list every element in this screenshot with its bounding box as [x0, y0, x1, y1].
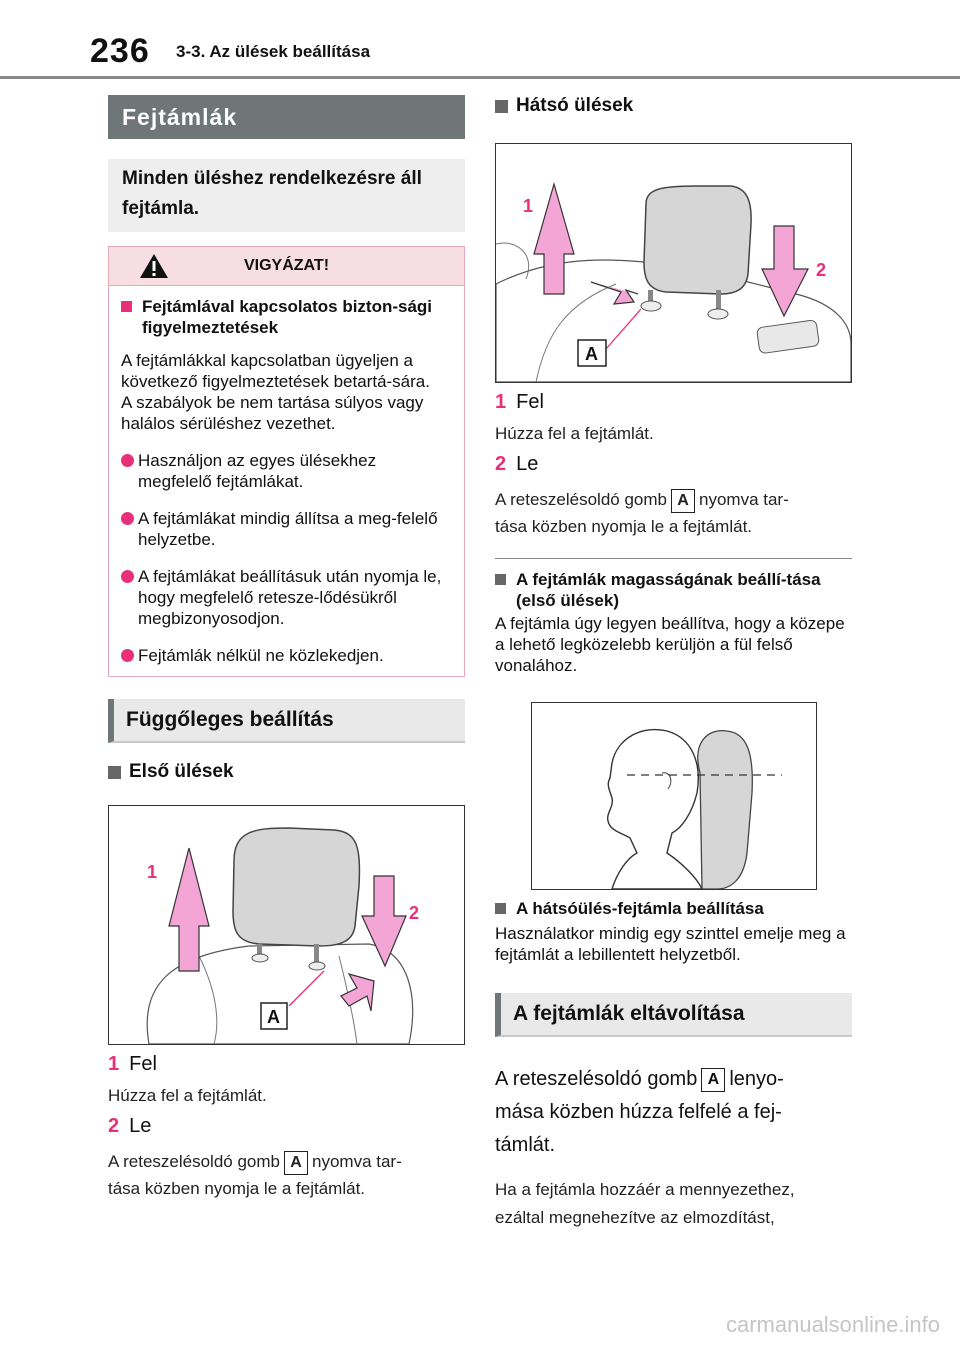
- step-2-text-line2: tása közben nyomja le a fejtámlát.: [495, 517, 753, 536]
- step-label: Fel: [516, 391, 544, 413]
- removal-note: [495, 1176, 852, 1232]
- step-2-text: [108, 1148, 465, 1202]
- divider: [495, 558, 852, 559]
- front-seats-heading: [108, 761, 465, 783]
- step-label: Fel: [129, 1053, 157, 1075]
- warning-heading: [109, 247, 464, 286]
- removal-text-post: lenyo-: [729, 1068, 784, 1090]
- warning-text-1: A fejtámlákkal kapcsolatban ügyeljen a következő figyelmeztetések betartá-sára.: [121, 351, 430, 391]
- rear-adj-heading-text: A hátsóülés-fejtámla beállítása: [516, 899, 764, 918]
- page-number: 236: [90, 32, 150, 70]
- height-heading-text: A fejtámlák magasságának beállí-tása (első ülések): [516, 570, 821, 610]
- square-bullet-icon: [108, 766, 121, 779]
- square-bullet-icon: [121, 301, 132, 312]
- fig-label-2: 2: [409, 903, 420, 923]
- rear-seats-heading: [495, 95, 852, 117]
- warning-box: [108, 246, 465, 677]
- step-2-text-pre: A reteszelésoldó gomb: [108, 1152, 280, 1171]
- head-position-illustration: [532, 703, 816, 889]
- dot-bullet-icon: [121, 512, 134, 525]
- step-number: 1: [108, 1053, 120, 1075]
- step-number: 2: [108, 1115, 120, 1137]
- height-heading: [495, 569, 852, 611]
- front-headrest-illustration: [109, 806, 464, 1044]
- fig-label-1: 1: [523, 196, 534, 216]
- step-2-text-line2: tása közben nyomja le a fejtámlát.: [108, 1179, 366, 1198]
- step-2-text-pre: A reteszelésoldó gomb: [495, 490, 667, 509]
- warning-bullet-text: A fejtámlákat mindig állítsa a meg-felelő helyzetbe.: [138, 509, 438, 549]
- step-2: [108, 1115, 465, 1138]
- right-column: [495, 95, 852, 1232]
- dot-bullet-icon: [121, 649, 134, 662]
- removal-text-pre: A reteszelésoldó gomb: [495, 1068, 698, 1090]
- warning-subheading: [121, 296, 450, 338]
- step-2-text-post: nyomva tar-: [699, 490, 789, 509]
- step-1-text: Húzza fel a fejtámlát.: [108, 1086, 267, 1105]
- height-text: A fejtámla úgy legyen beállítva, hogy a közepe a lehető legközelebb kerüljön a fül felső vonalához.: [495, 614, 845, 675]
- square-bullet-icon: [495, 574, 506, 585]
- fig-label-2: 2: [816, 260, 827, 280]
- step-1-text: Húzza fel a fejtámlát.: [495, 424, 654, 443]
- removal-text: [495, 1063, 852, 1162]
- rear-seats-text: Hátsó ülések: [516, 95, 634, 116]
- header-rule: [0, 76, 960, 79]
- step-number: 1: [495, 391, 507, 413]
- rear-headrest-figure: [495, 143, 852, 383]
- section-header: 3-3. Az ülések beállítása: [176, 42, 371, 61]
- dot-bullet-icon: [121, 454, 134, 467]
- removal-text-line3: támlát.: [495, 1134, 556, 1156]
- step-2-text: [495, 486, 852, 540]
- square-bullet-icon: [495, 100, 508, 113]
- warning-bullet: [121, 450, 450, 492]
- left-column: [108, 95, 465, 1202]
- removal-note-line2: ezáltal megnehezítve az elmozdítást,: [495, 1208, 775, 1227]
- warning-heading-text: VIGYÁZAT!: [243, 257, 330, 274]
- step-1: [108, 1053, 465, 1076]
- fig-label-a: A: [585, 344, 598, 364]
- warning-bullet: [121, 508, 450, 550]
- section-title-removal: A fejtámlák eltávolítása: [495, 993, 852, 1037]
- rear-adj-heading: [495, 898, 852, 919]
- step-1: [495, 391, 852, 414]
- button-a-label: A: [284, 1151, 308, 1175]
- footer-watermark: carmanualsonline.info: [725, 1312, 940, 1337]
- warning-bullet-text: A fejtámlákat beállításuk után nyomja le, hogy megfelelő retesze-lődésükről megbizonyosodjon.: [138, 567, 442, 628]
- section-title-vertical: Függőleges beállítás: [108, 699, 465, 743]
- rear-adj-text: Használatkor mindig egy szinttel emelje meg a fejtámlát a lebillentett helyzetből.: [495, 924, 846, 964]
- step-2: [495, 453, 852, 476]
- button-a-label: A: [671, 489, 695, 513]
- dot-bullet-icon: [121, 570, 134, 583]
- warning-subheading-text: Fejtámlával kapcsolatos bizton-sági figyelmeztetések: [142, 297, 433, 337]
- warning-bullet-text: Használjon az egyes ülésekhez megfelelő fejtámlákat.: [138, 451, 377, 491]
- warning-triangle-icon: [139, 253, 169, 279]
- fig-label-a: A: [267, 1007, 280, 1027]
- warning-text-2: A szabályok be nem tartása súlyos vagy halálos sérüléshez vezethet.: [121, 393, 424, 433]
- step-label: Le: [129, 1115, 152, 1137]
- warning-bullet-text: Fejtámlák nélkül ne közlekedjen.: [138, 646, 384, 665]
- rear-headrest-illustration: [496, 144, 851, 382]
- warning-bullet: [121, 645, 450, 666]
- head-position-figure: [531, 702, 817, 890]
- front-headrest-figure: [108, 805, 465, 1045]
- step-number: 2: [495, 453, 507, 475]
- square-bullet-icon: [495, 903, 506, 914]
- step-label: Le: [516, 453, 539, 475]
- warning-body: [109, 286, 464, 676]
- front-seats-text: Első ülések: [129, 761, 234, 782]
- warning-bullet: [121, 566, 450, 629]
- removal-text-line2: mása közben húzza felfelé a fej-: [495, 1101, 782, 1123]
- intro-text: Minden üléshez rendelkezésre áll fejtámla.: [108, 159, 465, 232]
- removal-note-line1: Ha a fejtámla hozzáér a mennyezethez,: [495, 1180, 795, 1199]
- fig-label-1: 1: [147, 862, 158, 882]
- step-2-text-post: nyomva tar-: [312, 1152, 402, 1171]
- button-a-label: A: [701, 1068, 725, 1092]
- section-title-fejtamlak: Fejtámlák: [108, 95, 465, 139]
